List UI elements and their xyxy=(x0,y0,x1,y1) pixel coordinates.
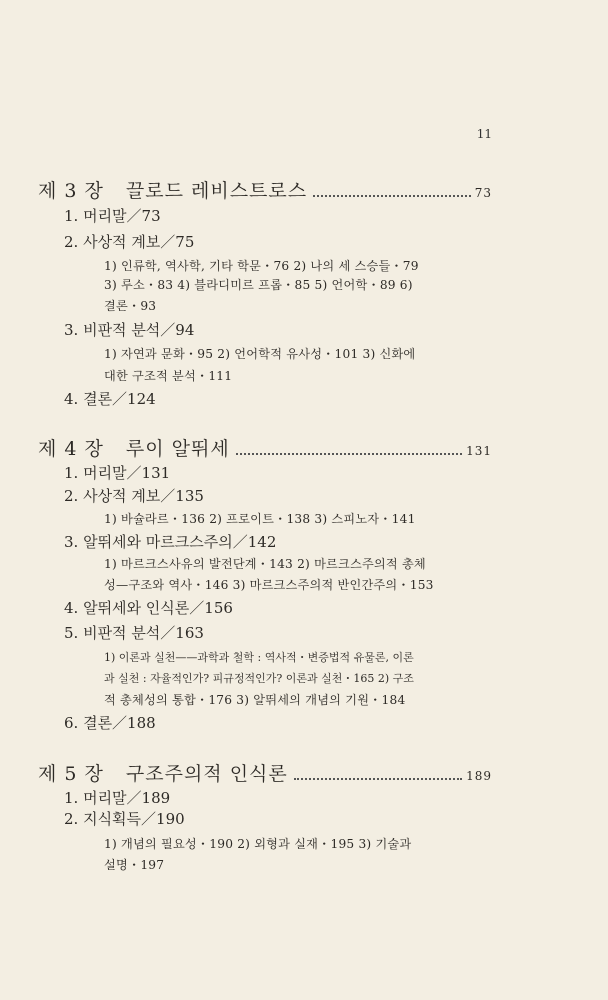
toc-section[interactable]: 2. 사상적 계보／75 xyxy=(64,233,195,251)
chapter-page: 189 xyxy=(466,769,492,783)
toc-section[interactable]: 1. 머리말／131 xyxy=(64,464,171,482)
toc-section[interactable]: 2. 사상적 계보／135 xyxy=(64,487,204,505)
chapter-number: 제 5 장 xyxy=(38,763,104,785)
toc-section[interactable]: 5. 비판적 분석／163 xyxy=(64,624,204,642)
chapter-title: 루이 알뛰세 xyxy=(125,438,230,460)
toc-section[interactable]: 6. 결론／188 xyxy=(64,714,156,732)
toc-section[interactable]: 3. 비판적 분석／94 xyxy=(64,321,195,339)
toc-subentry-line: 1) 인류학, 역사학, 기타 학문・76 2) 나의 세 스승들・79 xyxy=(104,259,419,273)
chapter-number: 제 3 장 xyxy=(38,180,104,202)
toc-subentry-line: 성—구조와 역사・146 3) 마르크스주의적 반인간주의・153 xyxy=(104,578,434,592)
toc-section[interactable]: 2. 지식획득／190 xyxy=(64,810,185,828)
toc-subentry-line: 3) 루소・83 4) 블라디미르 프롭・85 5) 언어학・89 6) xyxy=(104,278,413,292)
page-number: 11 xyxy=(476,127,492,141)
chapter-5-heading[interactable] xyxy=(38,759,492,786)
toc-section[interactable]: 1. 머리말／189 xyxy=(64,789,171,807)
chapter-number: 제 4 장 xyxy=(38,438,104,460)
dot-leader xyxy=(294,778,462,780)
dot-leader xyxy=(236,453,462,455)
toc-subentry-line: 1) 자연과 문화・95 2) 언어학적 유사성・101 3) 신화에 xyxy=(104,347,416,361)
toc-subentry-line: 1) 마르크스사유의 발전단계・143 2) 마르크스주의적 총체 xyxy=(104,557,426,571)
chapter-title: 끌로드 레비스트로스 xyxy=(125,180,308,202)
toc-subentry-line: 결론・93 xyxy=(104,299,157,313)
toc-subentry-line: 설명・197 xyxy=(104,858,165,872)
toc-subentry-line: 적 총체성의 통합・176 3) 알뛰세의 개념의 기원・184 xyxy=(104,693,406,707)
toc-subentry-line: 1) 이론과 실천——과학과 철학 : 역사적・변증법적 유물론, 이론 xyxy=(104,651,414,664)
toc-subentry-line: 대한 구조적 분석・111 xyxy=(104,369,233,383)
toc-section[interactable]: 3. 알뛰세와 마르크스주의／142 xyxy=(64,533,277,551)
toc-subentry-line: 1) 바슐라르・136 2) 프로이트・138 3) 스피노자・141 xyxy=(104,512,416,526)
chapter-title: 구조주의적 인식론 xyxy=(125,763,288,785)
chapter-page: 131 xyxy=(466,444,492,458)
chapter-3-heading[interactable] xyxy=(38,176,492,203)
chapter-4-heading[interactable] xyxy=(38,434,492,461)
toc-section[interactable]: 1. 머리말／73 xyxy=(64,207,161,225)
chapter-page: 73 xyxy=(474,186,492,200)
toc-section[interactable]: 4. 결론／124 xyxy=(64,390,156,408)
toc-subentry-line: 과 실천 : 자율적인가? 피규정적인가? 이론과 실천・165 2) 구조 xyxy=(104,672,414,685)
dot-leader xyxy=(313,195,471,197)
toc-subentry-line: 1) 개념의 필요성・190 2) 외형과 실재・195 3) 기술과 xyxy=(104,837,412,851)
toc-section[interactable]: 4. 알뛰세와 인식론／156 xyxy=(64,599,233,617)
